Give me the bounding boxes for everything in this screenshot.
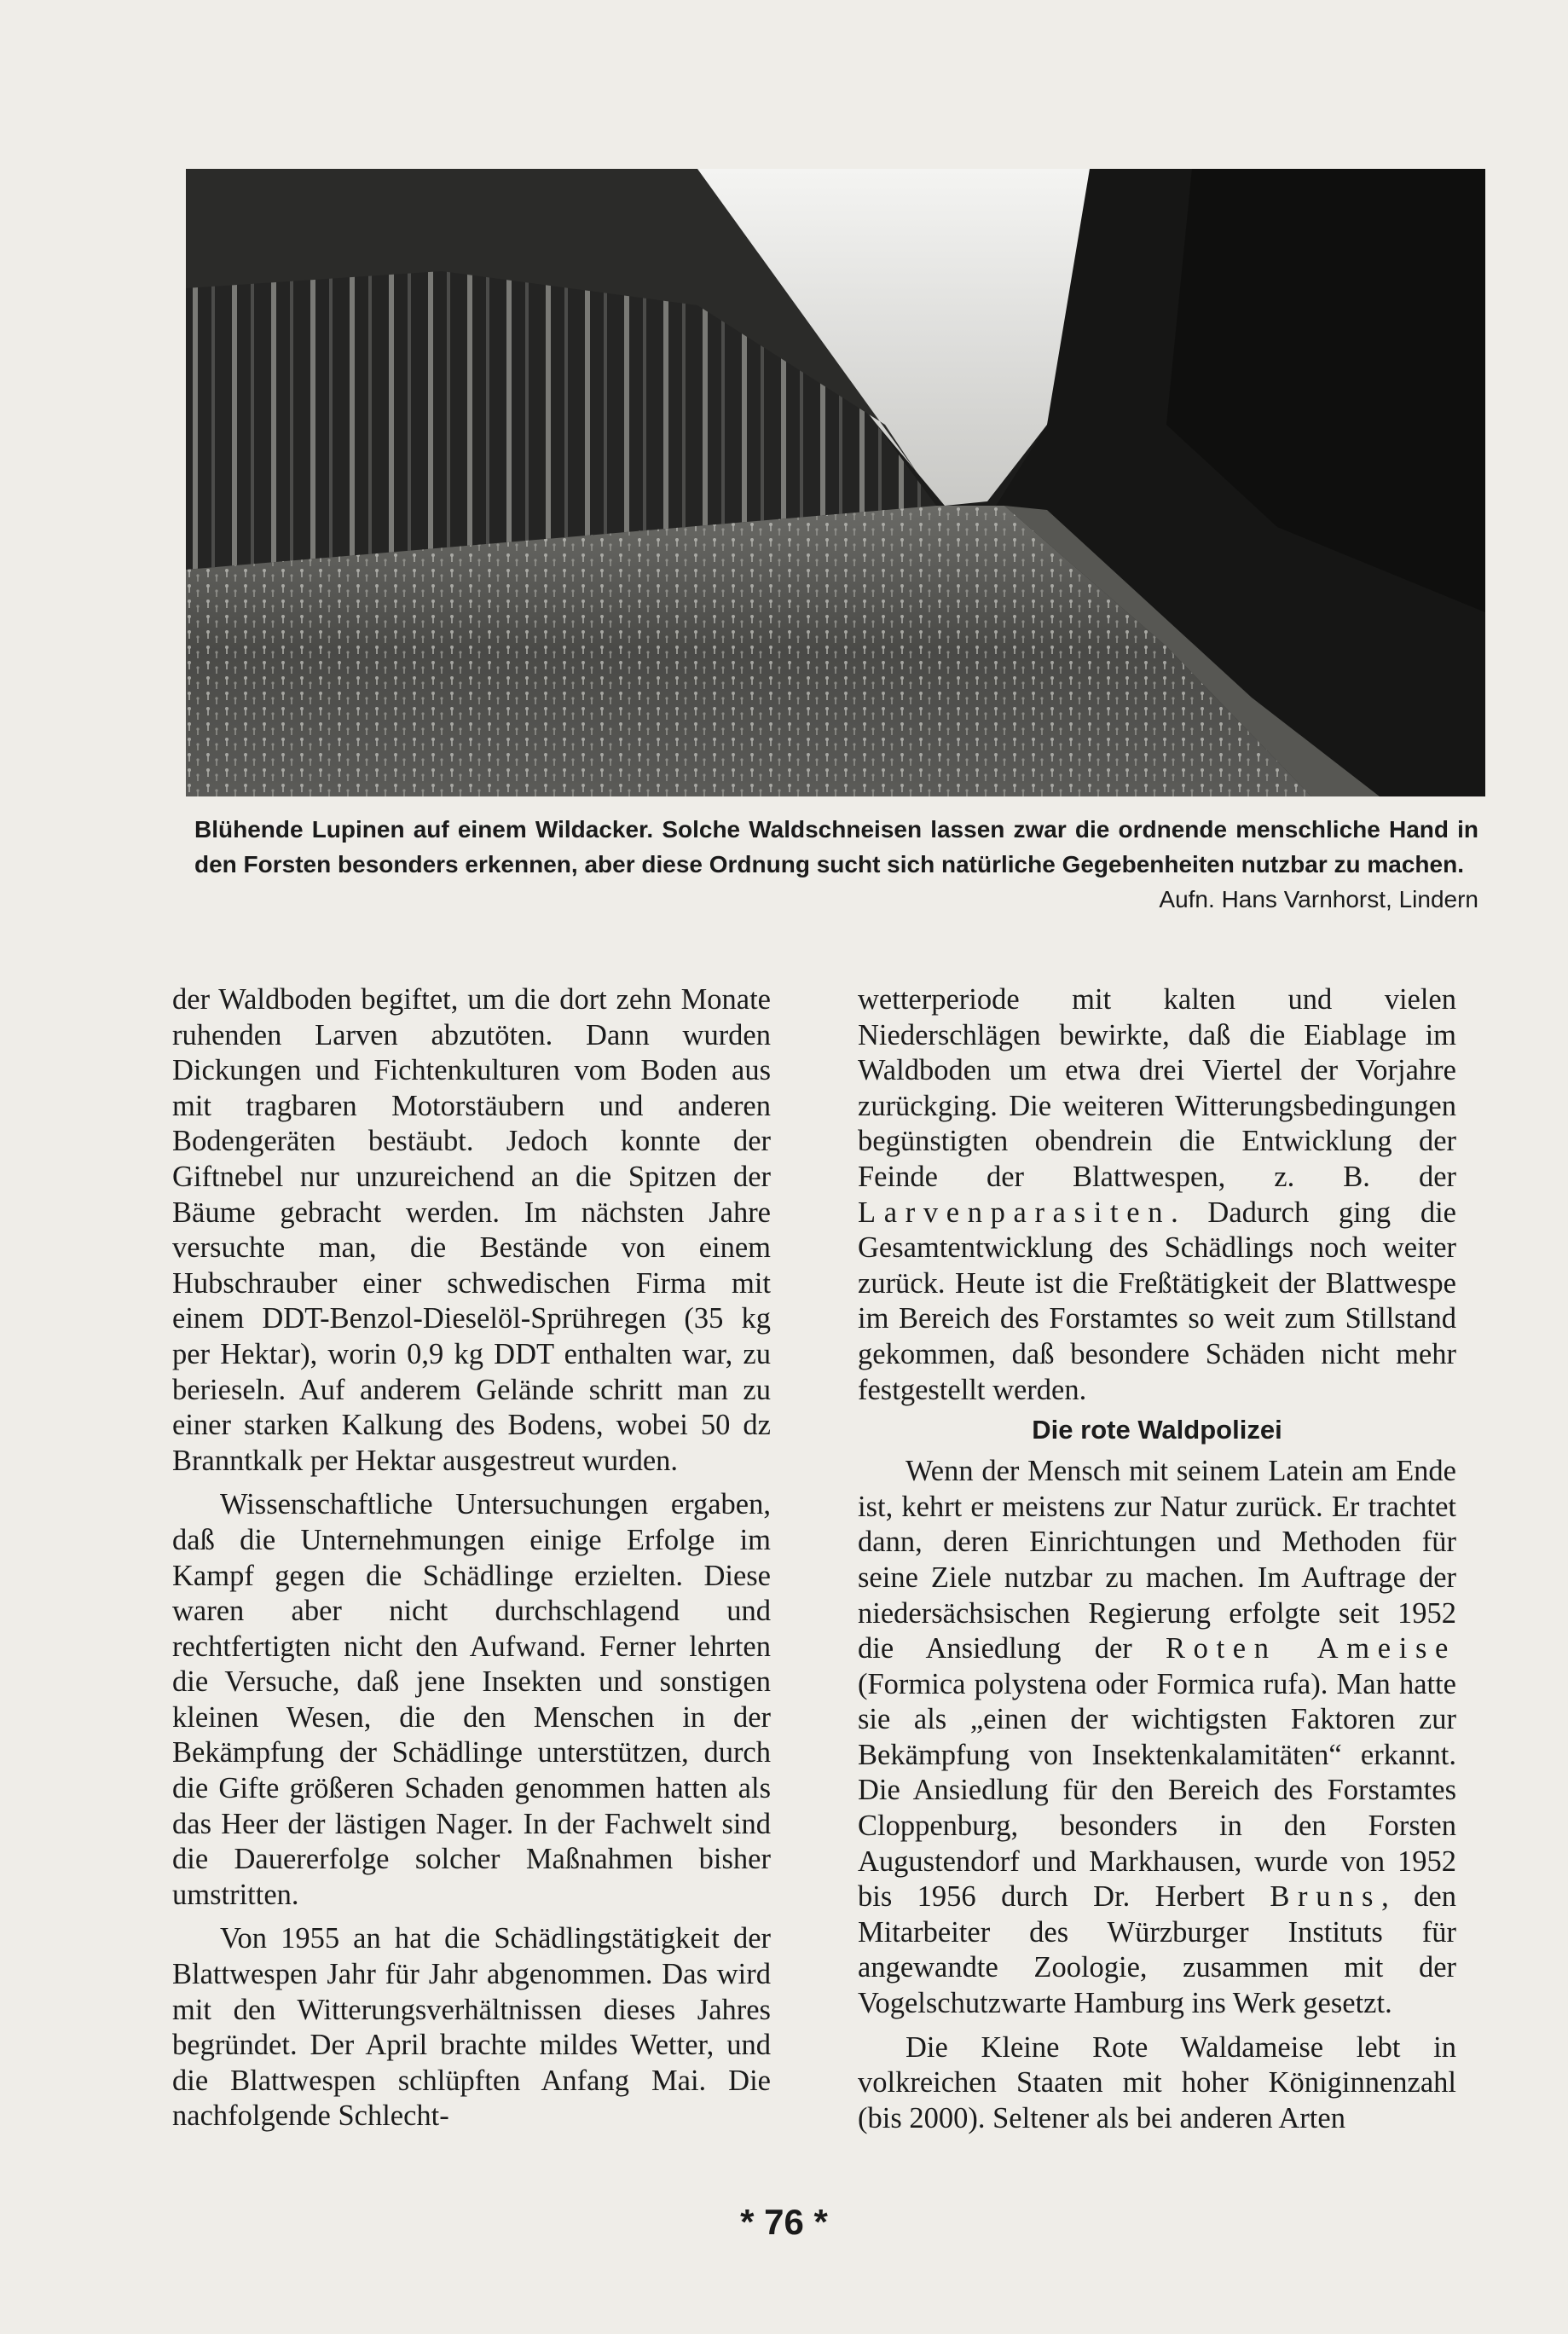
left-paragraph-2: Wissenschaftliche Untersuchungen ergaben, daß die Unternehmungen einige Erfolge im Kampf gegen die Schädlinge erzielten. Diese waren aber nicht durchschlagend und rechtfertigten nicht den Aufwand. Ferner lehrten die Versuche, daß jene Insekten und sonstigen kleinen Wesen, die den Menschen in der Bekämpfung der Schädlinge unterstützen, durch die Gifte größeren Schaden genommen hatten als das Heer der lästigen Nager. In der Fachwelt sind die Dauererfolge solcher Maßnahmen bisher umstritten. <box>172 1488 771 1911</box>
left-paragraph-1: der Waldboden begiftet, um die dort zehn Monate ruhenden Larven abzutöten. Dann wurden Dickungen und Fichtenkulturen vom Boden aus mit tragbaren Motorstäubern und anderen Bodengeräten bestäubt. Jedoch konnte der Giftnebel nur unzureichend an die Spitzen der Bäume gebracht werden. Im nächsten Jahre versuchte man, die Bestände von einem Hubschrauber einer schwedischen Firma mit einem DDT-Benzol-Dieselöl-Sprühregen (35 kg per Hektar), worin 0,9 kg DDT enthalten war, zu berieseln. Auf anderem Gelände schritt man zu einer starken Kalkung des Bodens, wobei 50 dz Branntkalk per Hektar ausgestreut wurden. <box>172 983 771 1477</box>
right-paragraph-3: Die Kleine Rote Waldameise lebt in volkreichen Staaten mit hoher Königinnenzahl (bis 2000). Seltener als bei anderen Arten <box>858 2030 1456 2134</box>
caption-text: Blühende Lupinen auf einem Wildacker. Solche Waldschneisen lassen zwar die ordnende menschliche Hand in den Forsten besonders erkennen, aber diese Ordnung sucht sich natürliche Gegebenheiten nutzbar zu machen. <box>194 816 1478 877</box>
right-paragraph-2-text-a: Wenn der Mensch mit seinem Latein am Ende ist, kehrt er meistens zur Natur zurück. Er trachtet dann, deren Einrichtungen und Methoden für seine Ziele nutzbar zu machen. Im Auftrage der niedersächsischen Regierung erfolgte seit 1952 die Ansiedlung der <box>858 1455 1456 1665</box>
photo-illustration <box>186 169 1485 796</box>
right-paragraph-1-text-a: wetterperiode mit kalten und vielen Niederschlägen bewirkte, daß die Eiablage im Waldboden um etwa drei Viertel der Vorjahre zurückging. Die weiteren Witterungsbedingungen begünstigten obendrein die Entwicklung der Feinde der Blattwespen, z. B. der <box>858 983 1456 1193</box>
left-paragraph-3: Von 1955 an hat die Schädlingstätigkeit der Blattwespen Jahr für Jahr abgenommen. Das wird mit den Witterungsverhältnissen dieses Jahres begründet. Der April brachte mildes Wetter, und die Blattwespen schlüpften Anfang Mai. Die nachfolgende Schlecht- <box>172 1922 771 2133</box>
page-number: * 76 * <box>740 2202 828 2242</box>
spaced-term-roten-ameise: Roten Ameise <box>1165 1632 1456 1665</box>
section-heading: Die rote Waldpolizei <box>1032 1415 1282 1445</box>
right-paragraph-2 <box>858 1454 1456 2022</box>
right-paragraph-2-text-c: , den Mitarbeiter des Würzburger Instituts für angewandte Zoologie, zusammen mit der Vogelschutzwarte Hamburg ins Werk gesetzt. <box>858 1880 1456 2020</box>
right-column <box>858 982 1456 2136</box>
right-paragraph-2-text-b: (Formica polystena oder Formica rufa). Man hatte sie als „einen der wichtigsten Faktoren zur Bekämpfung von Insektenkalamitäten“ erkannt. Die Ansiedlung für den Bereich des Forstamtes Cloppenburg, besonders in den Forsten Augustendorf und Markhausen, wurde von 1952 bis 1956 durch Dr. Herbert <box>858 1667 1456 1914</box>
right-paragraph-1 <box>858 982 1456 1408</box>
forest-lane-photo <box>186 169 1485 796</box>
photo-credit: Aufn. Hans Varnhorst, Lindern <box>1159 886 1478 912</box>
photo-caption <box>194 812 1478 917</box>
spaced-term-larvenparasiten: Larvenparasiten <box>858 1196 1172 1229</box>
spaced-term-bruns: Bruns <box>1270 1880 1382 1914</box>
left-column <box>172 982 771 2134</box>
right-paragraph-1-text-b: . Dadurch ging die Gesamtentwicklung des Schädlings noch weiter zurück. Heute ist die Freßtätigkeit der Blattwespe im Bereich des Forstamtes so weit zum Stillstand gekommen, daß besondere Schäden nicht mehr festgestellt werden. <box>858 1196 1456 1406</box>
